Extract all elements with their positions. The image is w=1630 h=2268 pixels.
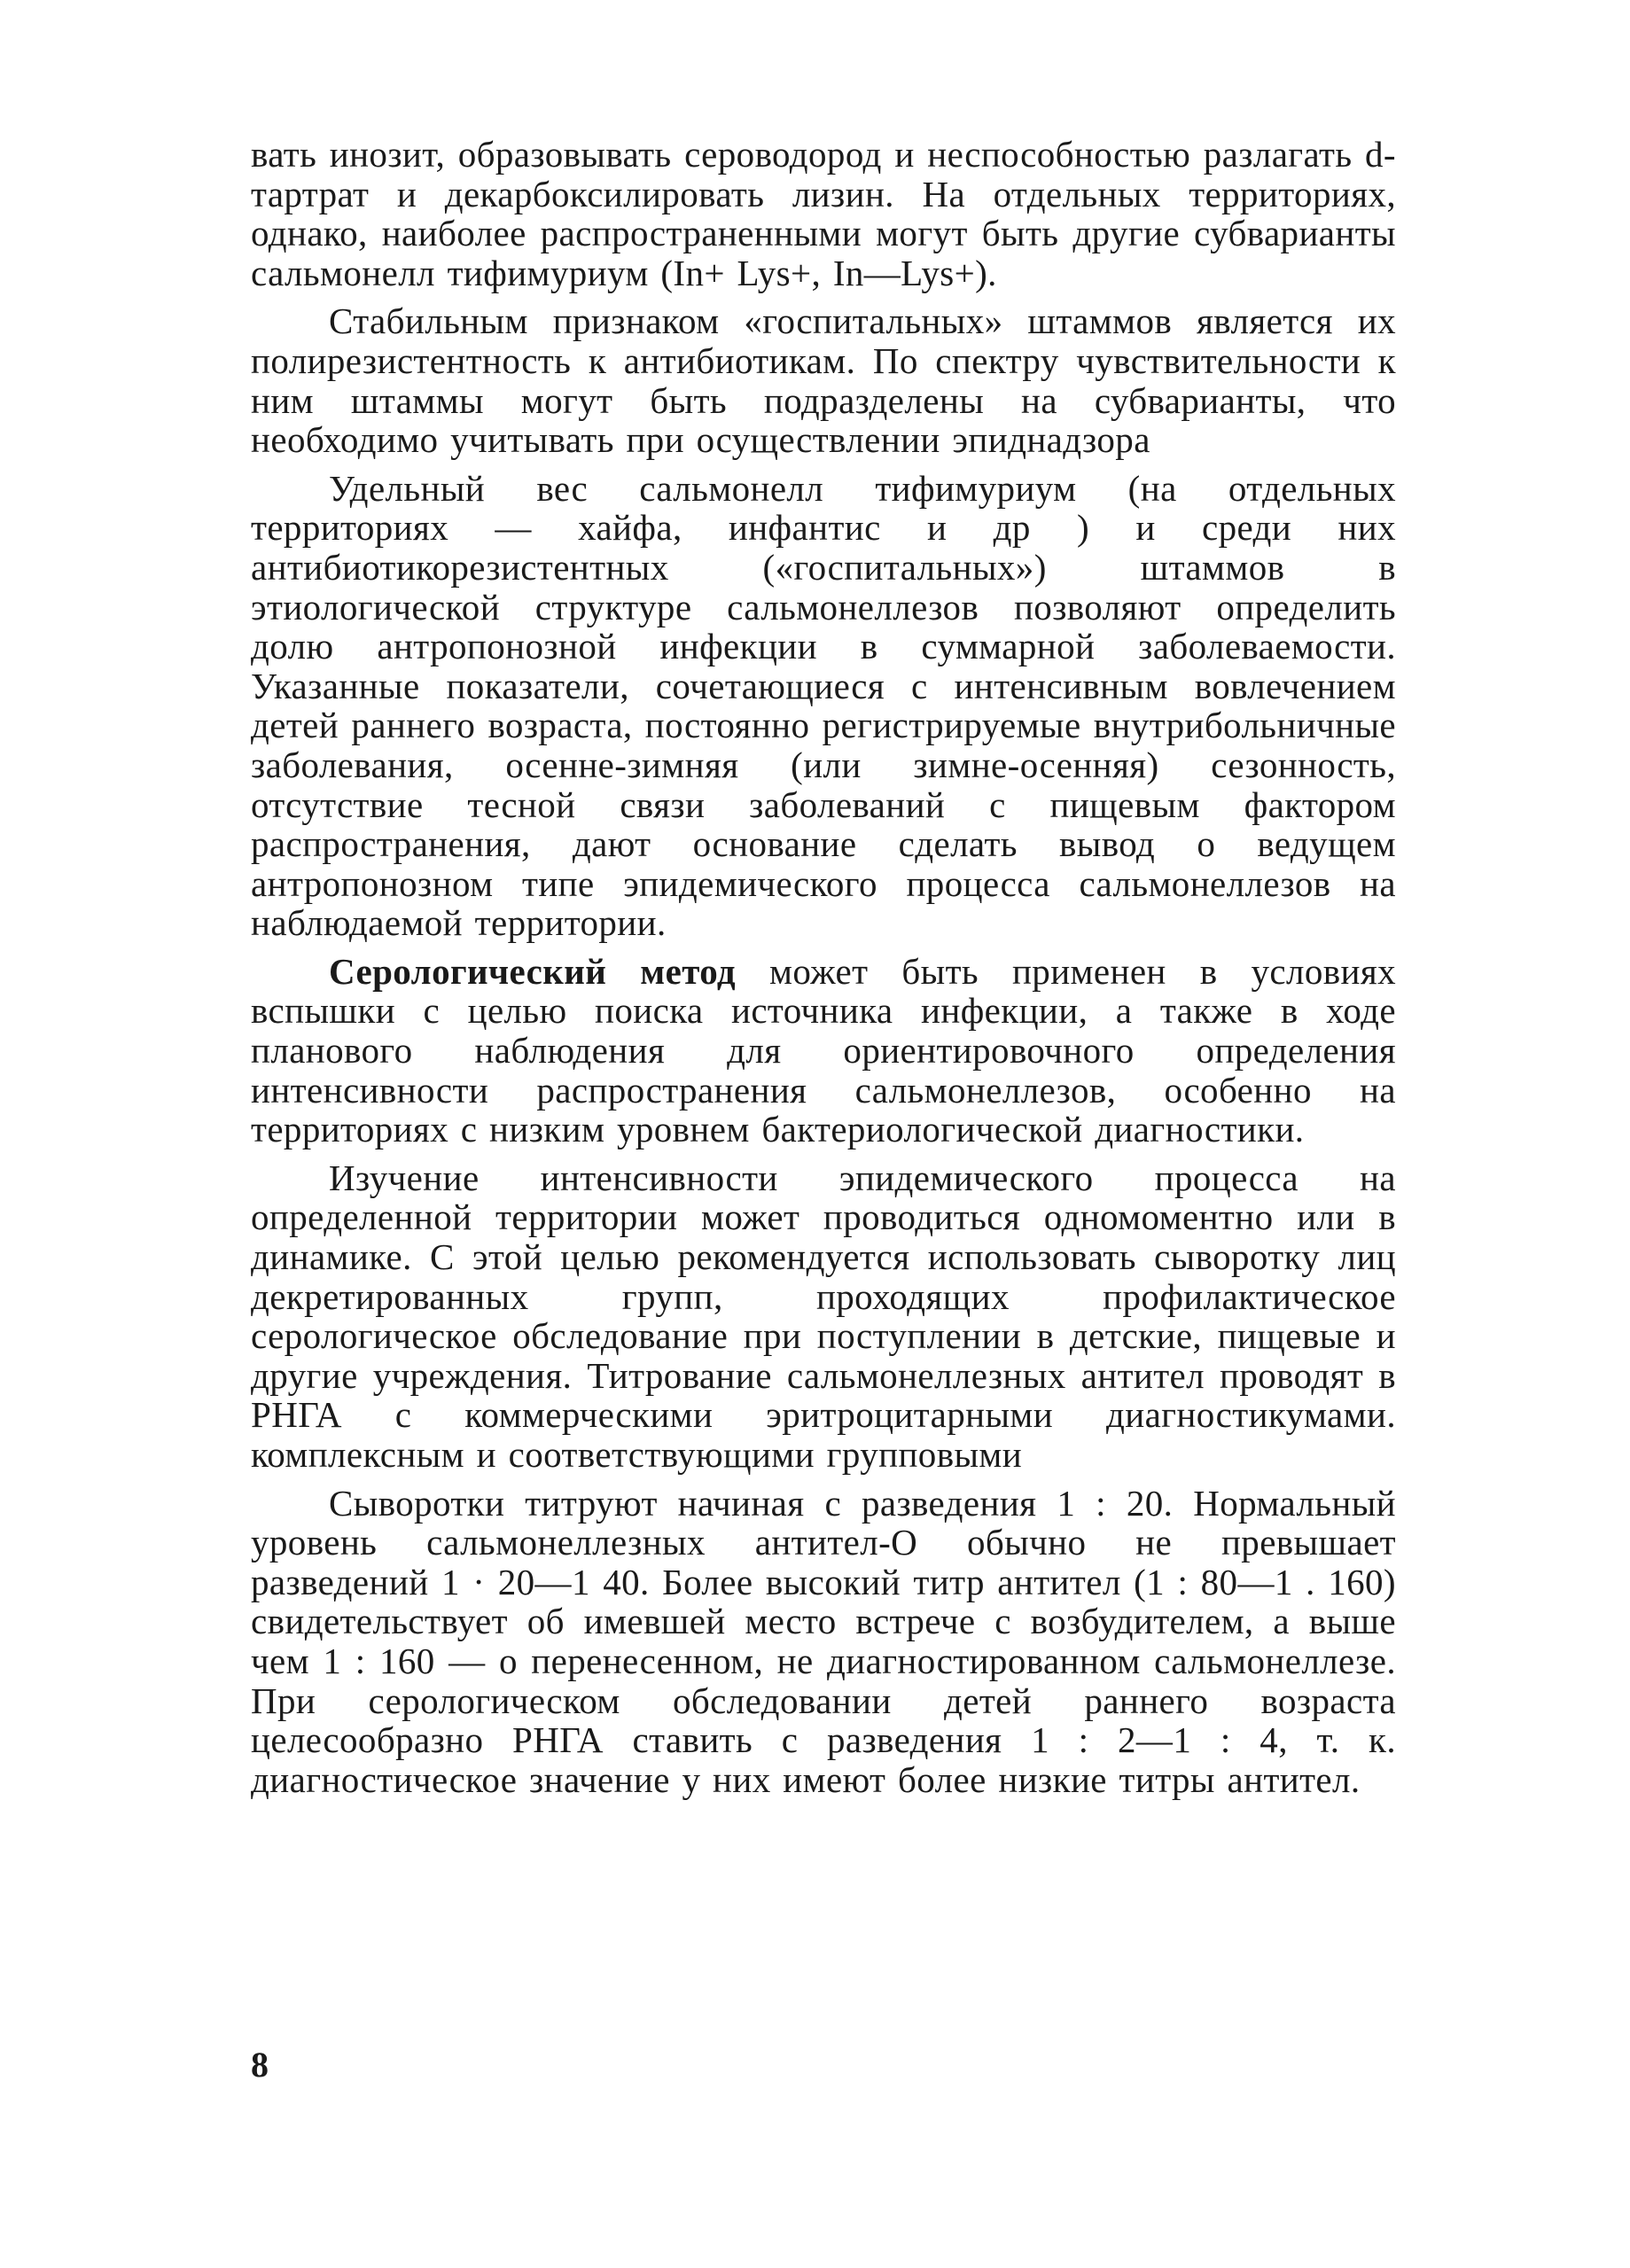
- paragraph-1: вать инозит, образовывать сероводород и неспособностью разлагать d-тартрат и декарбоксилировать лизин. На отдельных территориях, однако, наиболее распространенными могут быть другие субварианты сальмонелл тифимуриум (In+ Lys+, In—Lys+).: [251, 134, 1396, 293]
- page-body: [251, 135, 1396, 1799]
- paragraph-4-lead-term: Серологический метод: [329, 950, 737, 992]
- paragraph-2: Стабильным признаком «госпитальных» штаммов является их полирезистентность к антибиотикам. По спектру чувствительности к ним штаммы могут быть подразделены на субварианты, что необходимо учитывать при осуществлении эпиднадзора: [251, 300, 1396, 461]
- page-number: 8: [251, 2045, 269, 2085]
- paragraph-4-text: может быть применен в условиях вспышки с целью поиска источника инфекции, а также в ходе планового наблюдения для ориентировочного определения интенсивности распространения сальмонеллезов, особенно на территориях с низким уровнем бактериологической диагностики.: [251, 950, 1397, 1150]
- paragraph-5: Изучение интенсивности эпидемического процесса на определенной территории может проводиться одномоментно или в динамике. С этой целью рекомендуется использовать сыворотку лиц декретированных групп, проходящих профилактическое серологическое обследование при поступлении в детские, пищевые и другие учреждения. Титрование сальмонеллезных антител проводят в РНГА с коммерческими эритроцитарными диагностикумами. комплексным и соответствующими групповыми: [251, 1157, 1396, 1475]
- paragraph-4: [251, 952, 1396, 1150]
- paragraph-3: Удельный вес сальмонелл тифимуриум (на отдельных территориях — хайфа, инфантис и др ) и среди них антибиотикорезистентных («госпитальных») штаммов в этиологической структуре сальмонеллезов позволяют определить долю антропонозной инфекции в суммарной заболеваемости. Указанные показатели, сочетающиеся с интенсивным вовлечением детей раннего возраста, постоянно регистрируемые внутрибольничные заболевания, осенне-зимняя (или зимне-осенняя) сезонность, отсутствие тесной связи заболеваний с пищевым фактором распространения, дают основание сделать вывод о ведущем антропонозном типе эпидемического процесса сальмонеллезов на наблюдаемой территории.: [251, 467, 1396, 944]
- paragraph-6: Сыворотки титруют начиная с разведения 1 : 20. Нормальный уровень сальмонеллезных антител-О обычно не превышает разведений 1 · 20—1 40. Более высокий титр антител (1 : 80—1 . 160) свидетельствует об имевшей место встрече с возбудителем, а выше чем 1 : 160 — о перенесенном, не диагностированном сальмонеллезе. При серологическом обследовании детей раннего возраста целесообразно РНГА ставить с разведения 1 : 2—1 : 4, т. к. диагностическое значение у них имеют более низкие титры антител.: [251, 1482, 1396, 1800]
